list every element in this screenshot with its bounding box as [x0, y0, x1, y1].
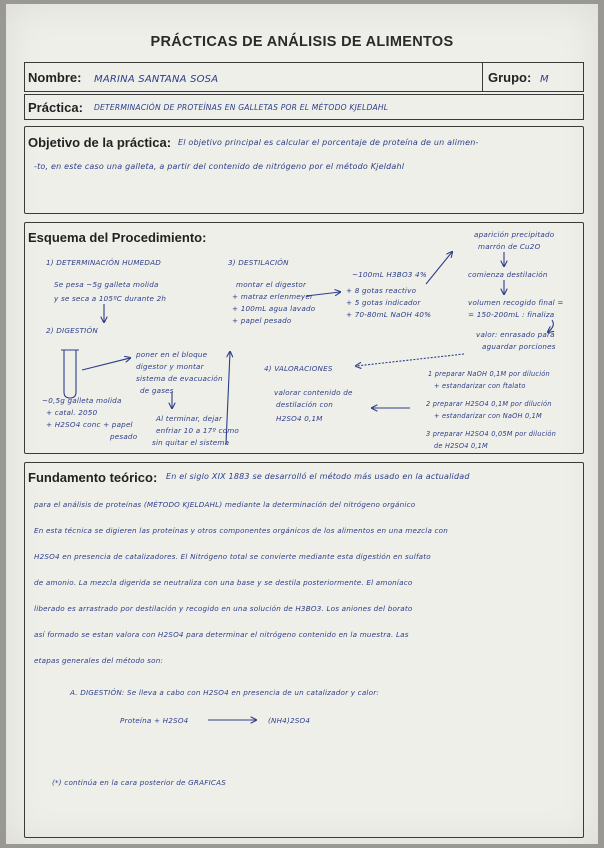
step4-right-2: + estandarizar con ftalato: [434, 382, 526, 390]
fundamento-note: (*) continúa en la cara posterior de GRAFICAS: [52, 778, 226, 787]
step2-low-3: sin quitar el sistema: [152, 438, 230, 447]
step2-low-2: enfriar 10 a 17º como: [156, 426, 239, 435]
step1-title: 1) DETERMINACIÓN HUMEDAD: [46, 258, 161, 267]
fundamento-line-7: así formado se estan valora con H2SO4 para determinar el nitrógeno contenido en la muestra. Las: [34, 630, 409, 639]
esquema-label: Esquema del Procedimiento:: [28, 230, 207, 245]
step3-right-5: = 150-200mL : finaliza: [468, 310, 555, 319]
step2-left-3: + H2SO4 conc + papel: [46, 420, 133, 429]
fundamento-line-8: etapas generales del método son:: [34, 656, 164, 665]
step3-line-1: montar el digestor: [236, 280, 307, 289]
step2-left-4: pesado: [110, 432, 138, 441]
fundamento-line-3: En esta técnica se digieren las proteínas y otros componentes orgánicos de los alimentos en una mezcla con: [34, 526, 449, 535]
step4-title: 4) VALORACIONES: [264, 364, 333, 373]
step4-right-3: 2 preparar H2SO4 0,1M por dilución: [426, 400, 552, 408]
step3-right-6: valor: enrasado para: [476, 330, 555, 339]
step3-right-2: marrón de Cu2O: [478, 242, 541, 251]
step2-left-1: ~0,5g galleta molida: [42, 396, 122, 405]
fundamento-line-4: H2SO4 en presencia de catalizadores. El Nitrógeno total se convierte mediante esta digestión en sulfato: [34, 552, 431, 561]
step1-line-2: y se seca a 105ºC durante 2h: [54, 294, 167, 303]
fundamento-line-1: En el siglo XIX 1883 se desarrolló el método más usado en la actualidad: [166, 472, 470, 481]
step3-line-3: + 100mL agua lavado: [232, 304, 316, 313]
step4-right-5: 3 preparar H2SO4 0,05M por dilución: [426, 430, 557, 438]
fundamento-label: Fundamento teórico:: [28, 470, 158, 485]
step4-line-1: valorar contenido de: [274, 388, 353, 397]
step3-mid-1: ~100mL H3BO3 4%: [352, 270, 427, 279]
grupo-label: Grupo:: [488, 70, 532, 85]
step2-mid-3: sistema de evacuación: [136, 374, 223, 383]
objetivo-line-2: -to, en este caso una galleta, a partir del contenido de nitrógeno por el método Kjeldahl: [34, 162, 405, 171]
step2-mid-1: poner en el bloque: [136, 350, 208, 359]
grupo-value: M: [540, 74, 549, 85]
step2-left-2: + catal. 2050: [46, 408, 98, 417]
practica-label: Práctica:: [28, 100, 83, 115]
step4-line-3: H2SO4 0,1M: [276, 414, 323, 423]
step2-mid-2: digestor y montar: [136, 362, 204, 371]
step4-right-4: + estandarizar con NaOH 0,1M: [434, 412, 542, 420]
nombre-label: Nombre:: [28, 70, 82, 85]
practica-value: DETERMINACIÓN DE PROTEÍNAS EN GALLETAS POR EL MÉTODO KJELDAHL: [94, 103, 389, 112]
step4-line-2: destilación con: [276, 400, 334, 409]
step4-right-6: de H2SO4 0,1M: [434, 442, 488, 450]
step3-mid-4: + 70-80mL NaOH 40%: [346, 310, 432, 319]
step4-right-1: 1 preparar NaOH 0,1M por dilución: [428, 370, 550, 378]
step3-line-2: + matraz erlenmeyer: [232, 292, 314, 301]
objetivo-label: Objetivo de la práctica:: [28, 135, 172, 150]
reaction-left: Proteína + H2SO4: [120, 716, 189, 725]
objetivo-line-1: El objetivo principal es calcular el porcentaje de proteína de un alimen-: [178, 138, 479, 147]
fundamento-line-2: para el análisis de proteínas (MÉTODO KJELDAHL) mediante la determinación del nitrógeno orgánico: [34, 500, 416, 509]
step3-right-1: aparición precipitado: [474, 230, 555, 239]
step1-line-1: Se pesa ~5g galleta molida: [54, 280, 159, 289]
page-title: PRÁCTICAS DE ANÁLISIS DE ALIMENTOS: [150, 34, 454, 50]
fundamento-step-a: A. DIGESTIÓN: Se lleva a cabo con H2SO4 en presencia de un catalizador y calor:: [70, 688, 379, 697]
step3-right-4: volumen recogido final =: [468, 298, 564, 307]
step3-line-4: + papel pesado: [232, 316, 292, 325]
step2-low-1: Al terminar, dejar: [156, 414, 223, 423]
nombre-value: MARINA SANTANA SOSA: [94, 74, 219, 85]
step2-title: 2) DIGESTIÓN: [46, 326, 98, 335]
fundamento-line-6: liberado es arrastrado por destilación y recogido en una solución de H3BO3. Los aniones del borato: [34, 604, 413, 613]
step3-right-7: aguardar porciones: [482, 342, 556, 351]
step3-mid-3: + 5 gotas indicador: [346, 298, 421, 307]
step3-title: 3) DESTILACIÓN: [228, 258, 289, 267]
step2-mid-4: de gases: [140, 386, 174, 395]
worksheet-page: [6, 4, 598, 844]
reaction-right: (NH4)2SO4: [268, 716, 311, 725]
step3-right-3: comienza destilación: [468, 270, 548, 279]
fundamento-line-5: de amonio. La mezcla digerida se neutraliza con una base y se destila posteriormente. El amoníaco: [34, 578, 413, 587]
step3-mid-2: + 8 gotas reactivo: [346, 286, 417, 295]
